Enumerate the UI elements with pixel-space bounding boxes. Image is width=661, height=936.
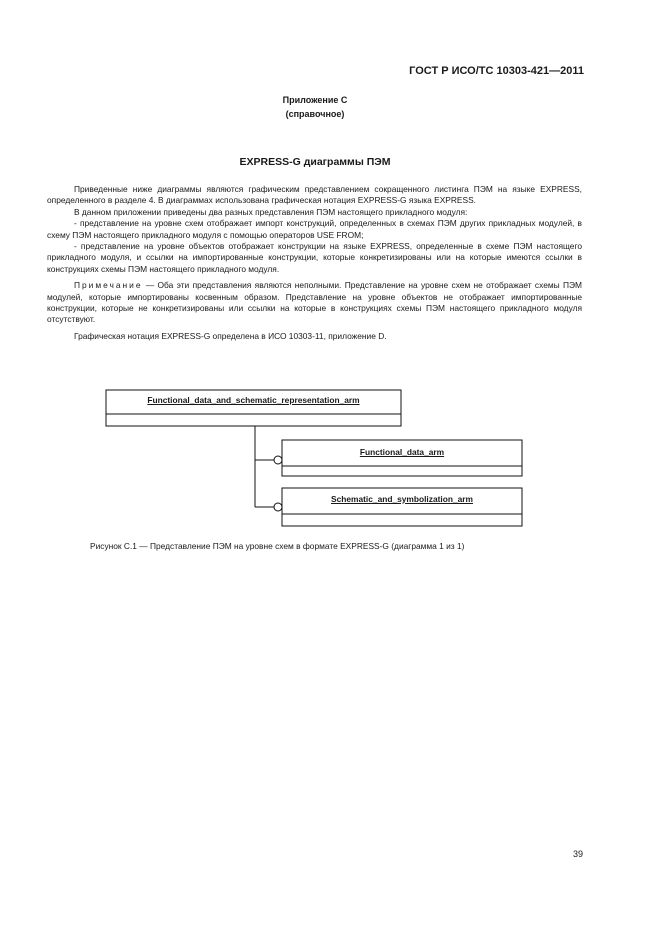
relation-circle-2 [274,503,282,511]
relation-circle-1 [274,456,282,464]
imported-schema-box-1 [282,440,522,476]
imported-schema-label-1: Functional_data_arm [359,447,445,457]
document-header: ГОСТ Р ИСО/ТС 10303-421—2011 [409,65,584,77]
paragraph-schema-level: - представление на уровне схем отображает импорт конструкций, определенных в схемах ПЭМ других прикладных модулей, в схему ПЭМ настоящего прикладного модуля с помощью операторов USE FROM; [47,218,582,240]
note-label: Примечание [74,280,143,291]
paragraph-intro: Приведенные ниже диаграммы являются графическим представлением сокращенного листинга ПЭМ на языке EXPRESS, определенного в разделе 4. В диаграммах использована графическая нотация EXPRESS-G языка EXPRESS. [47,184,582,206]
paragraph-object-level: - представление на уровне объектов отображает конструкции на языке EXPRESS, определенные в схеме ПЭМ настоящего прикладного модуля, и ссылки на импортированные конструкции, которые конкретизированы или на которые имеются ссылки в конструкциях схемы ПЭМ настоящего прикладного модуля. [47,241,582,274]
paragraph-notation: Графическая нотация EXPRESS-G определена в ИСО 10303-11, приложение D. [74,330,387,341]
section-title: EXPRESS-G диаграммы ПЭМ [239,156,391,168]
imported-schema-label-2: Schematic_and_symbolization_arm [331,494,473,504]
annex-title: Приложение С [282,95,348,105]
figure-caption: Рисунок С.1 — Представление ПЭМ на уровне схем в формате EXPRESS-G (диаграмма 1 из 1) [90,541,465,551]
page-number: 39 [572,849,583,859]
annex-note: (справочное) [285,109,345,119]
paragraph-views: В данном приложении приведены два разных представления ПЭМ настоящего прикладного модуля: [74,206,468,217]
main-schema-label: Functional_data_and_schematic_representation_arm [147,395,360,405]
note-text: — Оба эти представления являются неполными. Представление на уровне схем не отображает схемы ПЭМ модулей, которые импортированы косвенным образом. Представление на уровне объектов не отображает импортированные конструкции, которые не конкретизированы или ссылки на которые в конструкциях схемы ПЭМ настоящего прикладного модуля отсутствуют. [47,280,582,325]
